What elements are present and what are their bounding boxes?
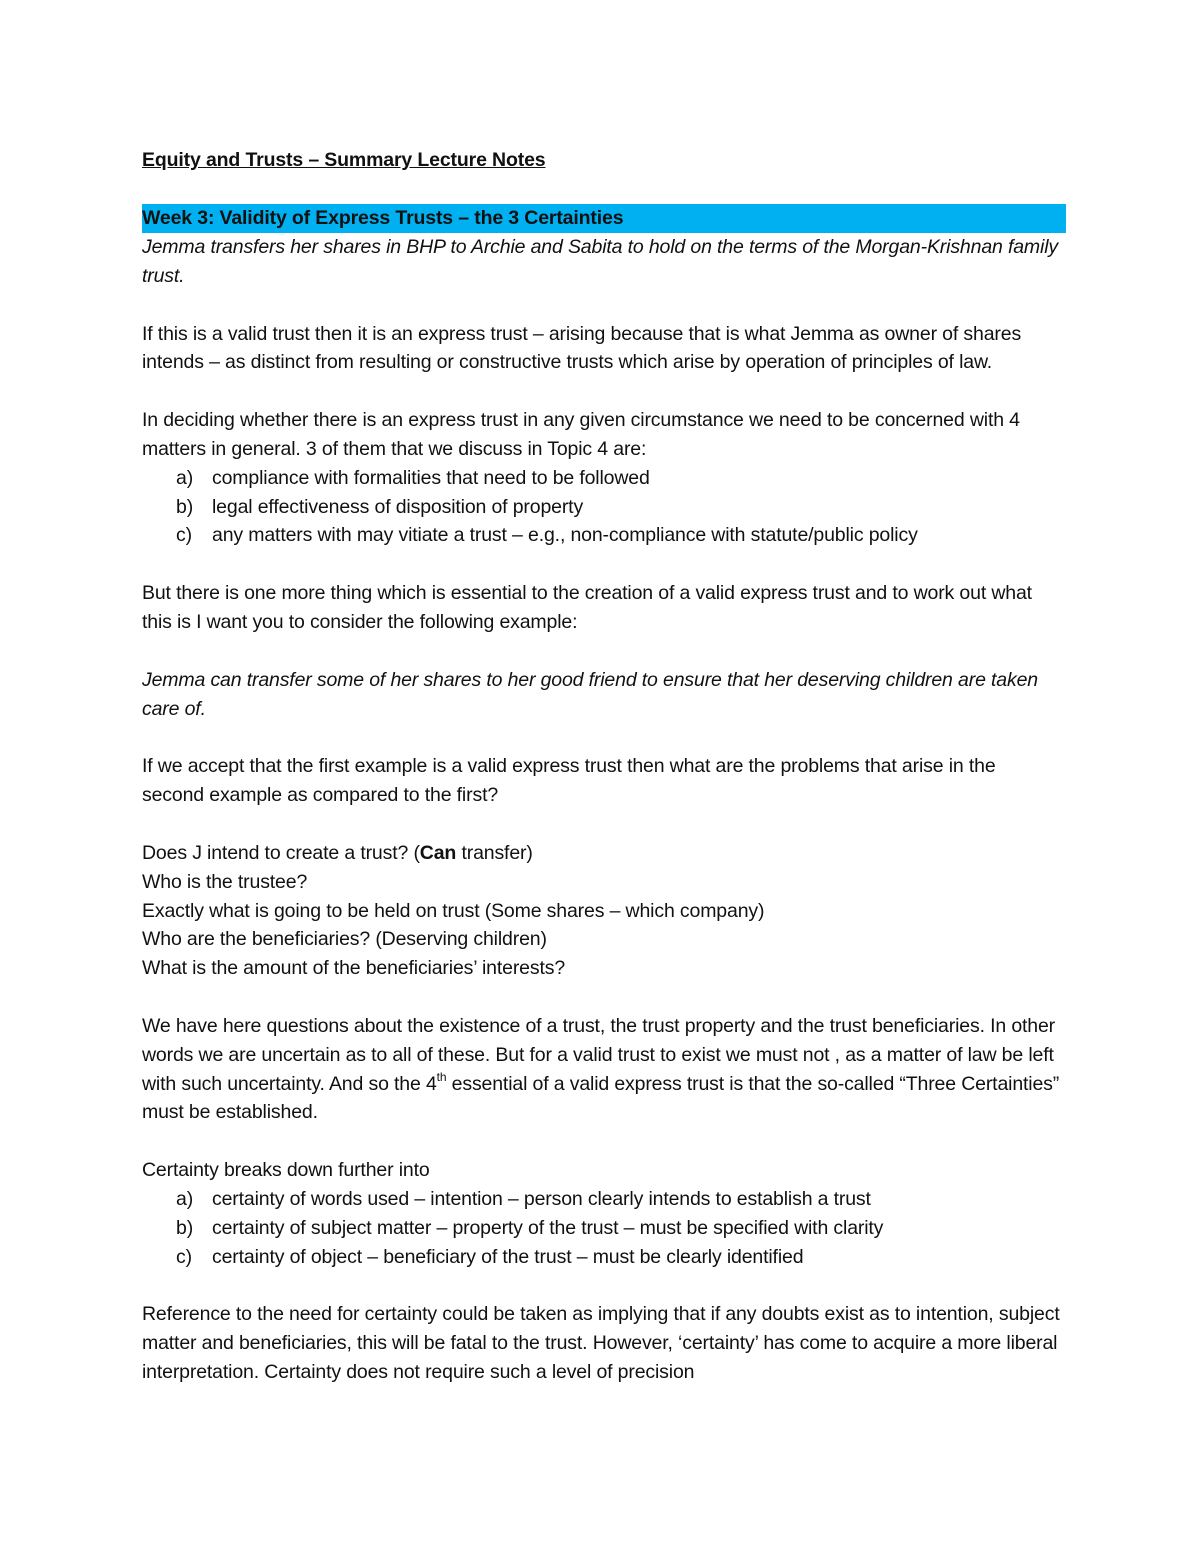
question-emphasis: Can	[419, 841, 457, 864]
superscript: th	[436, 1069, 447, 1084]
list-marker: b)	[176, 1216, 194, 1239]
question-interests: What is the amount of the beneficiaries’ interests?	[142, 957, 566, 980]
list-item-text: certainty of subject matter – property of the trust – must be specified with clarity	[212, 1216, 884, 1239]
matters-list	[142, 464, 1062, 550]
week-heading: Week 3: Validity of Express Trusts – the 3 Certainties	[142, 204, 1066, 233]
second-example: Jemma can transfer some of her shares to her good friend to ensure that her deserving children are taken care of.	[142, 668, 1038, 720]
list-marker: a)	[176, 466, 194, 489]
document-title: Equity and Trusts – Summary Lecture Notes	[142, 149, 546, 171]
list-item	[142, 1214, 1062, 1243]
list-item	[142, 464, 1062, 493]
paragraph-four-matters: In deciding whether there is an express trust in any given circumstance we need to be concerned with 4 matters in general. 3 of them that we discuss in Topic 4 are:	[142, 409, 1020, 460]
paragraph-text: essential of a valid express trust is that the so-called “Three Certainties” must be established.	[142, 1072, 1060, 1124]
paragraph-reference: Reference to the need for certainty could be taken as implying that if any doubts exist as to intention, subject matter and beneficiaries, this will be fatal to the trust. However, ‘certainty’ has come to acquire a more liberal interpretation. Certainty does not require such a level of precision	[142, 1303, 1060, 1383]
list-item	[142, 521, 1062, 550]
list-item-text: legal effectiveness of disposition of property	[212, 495, 584, 518]
list-item	[142, 1185, 1062, 1214]
question-text: Does J intend to create a trust? (	[142, 841, 420, 864]
paragraph-gap	[142, 983, 1062, 1012]
list-item-text: any matters with may vitiate a trust – e.g., non-compliance with statute/public policy	[212, 524, 918, 547]
paragraph-text: We have here questions about the existence of a trust, the trust property and the trust beneficiaries. In other words we are uncertain as to all of these. But for a valid trust to exist we must not , as a matter of law be left with such uncertainty. And so the 4	[142, 1014, 1056, 1095]
question-intention	[142, 839, 1062, 868]
paragraph-gap	[142, 1127, 1062, 1156]
paragraph-gap	[142, 723, 1062, 752]
question-trustee: Who is the trustee?	[142, 870, 308, 893]
question-text: transfer)	[456, 841, 533, 864]
paragraph-breakdown: Certainty breaks down further into	[142, 1159, 430, 1182]
question-beneficiaries: Who are the beneficiaries? (Deserving children)	[142, 928, 547, 951]
list-marker: c)	[176, 524, 192, 547]
paragraph-gap	[142, 550, 1062, 579]
document-page	[142, 146, 1062, 1387]
paragraph-gap	[142, 810, 1062, 839]
intro-example: Jemma transfers her shares in BHP to Archie and Sabita to hold on the terms of the Morgan-Krishnan family trust.	[142, 236, 1058, 287]
question-property: Exactly what is going to be held on trust (Some shares – which company)	[142, 899, 765, 922]
list-marker: b)	[176, 495, 194, 518]
list-item-text: certainty of words used – intention – person clearly intends to establish a trust	[212, 1187, 871, 1210]
paragraph-uncertainty	[142, 1012, 1062, 1127]
list-item-text: certainty of object – beneficiary of the trust – must be clearly identified	[212, 1245, 804, 1268]
certainties-list	[142, 1185, 1062, 1271]
list-marker: a)	[176, 1187, 194, 1210]
list-marker: c)	[176, 1245, 192, 1268]
paragraph-problems: If we accept that the first example is a valid express trust then what are the problems that arise in the second example as compared to the first?	[142, 755, 996, 807]
paragraph-gap	[142, 291, 1062, 320]
list-item	[142, 1243, 1062, 1272]
paragraph-one-more: But there is one more thing which is essential to the creation of a valid express trust and to work out what this is I want you to consider the following example:	[142, 582, 1032, 633]
paragraph-gap	[142, 1271, 1062, 1300]
list-item-text: compliance with formalities that need to be followed	[212, 466, 650, 489]
list-item	[142, 493, 1062, 522]
paragraph-gap	[142, 637, 1062, 666]
paragraph-gap	[142, 377, 1062, 406]
paragraph-express-trust: If this is a valid trust then it is an express trust – arising because that is what Jemma as owner of shares intends – as distinct from resulting or constructive trusts which arise by operation of principles of law.	[142, 322, 1022, 374]
